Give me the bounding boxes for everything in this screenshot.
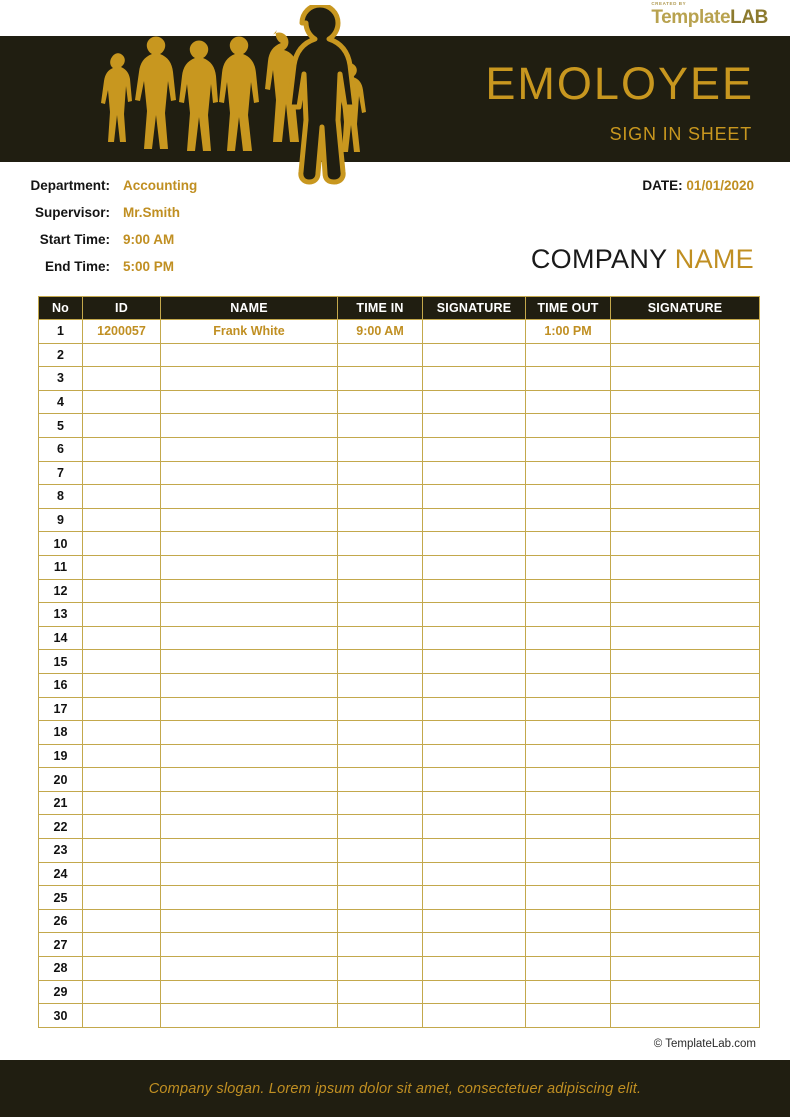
column-header-signature-out: SIGNATURE (611, 297, 760, 320)
cell-time-in[interactable] (338, 980, 423, 1004)
cell-time-out[interactable] (526, 485, 611, 509)
table-row (39, 579, 760, 603)
cell-name[interactable] (161, 673, 338, 697)
cell-signature-in[interactable] (423, 957, 526, 981)
cell-signature-in[interactable] (423, 862, 526, 886)
cell-no: 26 (39, 909, 83, 933)
cell-id[interactable] (83, 886, 161, 910)
cell-time-out[interactable] (526, 532, 611, 556)
cell-time-out[interactable] (526, 461, 611, 485)
cell-signature-out[interactable] (611, 815, 760, 839)
cell-no: 9 (39, 508, 83, 532)
cell-name[interactable] (161, 367, 338, 391)
table-row (39, 437, 760, 461)
table-row (39, 508, 760, 532)
cell-signature-out[interactable] (611, 603, 760, 627)
cell-signature-out[interactable] (611, 508, 760, 532)
cell-time-out[interactable] (526, 367, 611, 391)
cell-name[interactable] (161, 343, 338, 367)
supervisor-label: Supervisor: (34, 205, 110, 220)
cell-signature-in[interactable] (423, 390, 526, 414)
cell-time-in[interactable] (338, 909, 423, 933)
cell-no: 1 (39, 320, 83, 344)
cell-no: 13 (39, 603, 83, 627)
cell-name[interactable] (161, 626, 338, 650)
logo-lab-text: LAB (730, 6, 768, 28)
cell-signature-out[interactable] (611, 1004, 760, 1028)
cell-time-in[interactable] (338, 768, 423, 792)
cell-signature-in[interactable] (423, 815, 526, 839)
cell-time-out[interactable] (526, 343, 611, 367)
cell-id[interactable] (83, 485, 161, 509)
cell-time-in[interactable] (338, 957, 423, 981)
cell-id[interactable] (83, 579, 161, 603)
cell-no: 5 (39, 414, 83, 438)
cell-time-out[interactable] (526, 390, 611, 414)
cell-time-in[interactable] (338, 933, 423, 957)
cell-signature-in[interactable] (423, 555, 526, 579)
cell-signature-out[interactable] (611, 862, 760, 886)
cell-signature-out[interactable] (611, 532, 760, 556)
column-header-name: NAME (161, 297, 338, 320)
cell-time-in[interactable] (338, 555, 423, 579)
cell-signature-out[interactable] (611, 697, 760, 721)
cell-no: 17 (39, 697, 83, 721)
table-row (39, 485, 760, 509)
cell-id[interactable] (83, 933, 161, 957)
cell-time-out[interactable] (526, 650, 611, 674)
cell-id[interactable] (83, 721, 161, 745)
cell-signature-in[interactable] (423, 791, 526, 815)
table-header-row (39, 297, 760, 320)
cell-signature-out[interactable] (611, 414, 760, 438)
table-row (39, 721, 760, 745)
cell-no: 12 (39, 579, 83, 603)
cell-signature-out[interactable] (611, 673, 760, 697)
cell-signature-out[interactable] (611, 579, 760, 603)
column-header-signature-in: SIGNATURE (423, 297, 526, 320)
cell-no: 10 (39, 532, 83, 556)
cell-id[interactable] (83, 343, 161, 367)
cell-signature-out[interactable] (611, 886, 760, 910)
cell-signature-out[interactable] (611, 839, 760, 863)
cell-name[interactable]: Frank White (161, 320, 338, 344)
cell-signature-out[interactable] (611, 461, 760, 485)
table-row (39, 744, 760, 768)
cell-time-out[interactable] (526, 437, 611, 461)
company-name[interactable] (531, 244, 754, 275)
cell-signature-in[interactable] (423, 579, 526, 603)
cell-name[interactable] (161, 603, 338, 627)
table-row (39, 320, 760, 344)
cell-no: 14 (39, 626, 83, 650)
cell-no: 27 (39, 933, 83, 957)
cell-signature-in[interactable] (423, 485, 526, 509)
cell-time-out[interactable] (526, 933, 611, 957)
cell-no: 23 (39, 839, 83, 863)
cell-time-out[interactable]: 1:00 PM (526, 320, 611, 344)
cell-time-out[interactable] (526, 815, 611, 839)
cell-time-out[interactable] (526, 1004, 611, 1028)
cell-time-out[interactable] (526, 839, 611, 863)
cell-signature-in[interactable] (423, 650, 526, 674)
sign-in-table (38, 296, 760, 1028)
cell-no: 19 (39, 744, 83, 768)
cell-id[interactable] (83, 367, 161, 391)
cell-time-out[interactable] (526, 626, 611, 650)
cell-no: 20 (39, 768, 83, 792)
start-time-label: Start Time: (39, 232, 110, 247)
info-row-department (0, 172, 330, 199)
cell-id[interactable] (83, 437, 161, 461)
info-row-end-time (0, 253, 330, 280)
cell-no: 22 (39, 815, 83, 839)
cell-name[interactable] (161, 909, 338, 933)
logo-wordmark (651, 8, 768, 27)
header-banner (0, 36, 790, 162)
cell-signature-out[interactable] (611, 367, 760, 391)
cell-name[interactable] (161, 721, 338, 745)
logo-area (0, 0, 790, 36)
cell-time-in[interactable] (338, 532, 423, 556)
cell-name[interactable] (161, 532, 338, 556)
cell-no: 18 (39, 721, 83, 745)
cell-time-in[interactable] (338, 367, 423, 391)
cell-name[interactable] (161, 768, 338, 792)
cell-time-in[interactable] (338, 721, 423, 745)
cell-id[interactable] (83, 697, 161, 721)
cell-id[interactable] (83, 862, 161, 886)
cell-signature-in[interactable] (423, 1004, 526, 1028)
cell-time-in[interactable] (338, 697, 423, 721)
cell-time-out[interactable] (526, 697, 611, 721)
cell-name[interactable] (161, 485, 338, 509)
cell-signature-in[interactable] (423, 414, 526, 438)
table-row (39, 603, 760, 627)
cell-signature-in[interactable] (423, 461, 526, 485)
cell-signature-out[interactable] (611, 555, 760, 579)
cell-signature-out[interactable] (611, 320, 760, 344)
end-time-label: End Time: (44, 259, 110, 274)
cell-time-out[interactable] (526, 555, 611, 579)
cell-time-out[interactable] (526, 980, 611, 1004)
cell-time-out[interactable] (526, 744, 611, 768)
cell-id[interactable] (83, 909, 161, 933)
cell-no: 24 (39, 862, 83, 886)
cell-no: 28 (39, 957, 83, 981)
templatelab-logo (651, 2, 768, 27)
cell-time-out[interactable] (526, 603, 611, 627)
cell-id[interactable] (83, 461, 161, 485)
cell-name[interactable] (161, 1004, 338, 1028)
cell-signature-in[interactable] (423, 768, 526, 792)
cell-name[interactable] (161, 697, 338, 721)
cell-name[interactable] (161, 957, 338, 981)
cell-time-in[interactable] (338, 650, 423, 674)
table-row (39, 909, 760, 933)
cell-id[interactable] (83, 768, 161, 792)
cell-name[interactable] (161, 815, 338, 839)
cell-time-out[interactable] (526, 721, 611, 745)
table-row (39, 414, 760, 438)
cell-signature-out[interactable] (611, 437, 760, 461)
company-slogan: Company slogan. Lorem ipsum dolor sit amet, consectetuer adipiscing elit. (148, 1080, 642, 1097)
cell-id[interactable] (83, 626, 161, 650)
cell-name[interactable] (161, 555, 338, 579)
cell-name[interactable] (161, 744, 338, 768)
cell-time-in[interactable] (338, 579, 423, 603)
copyright-text: © TemplateLab.com (653, 1038, 756, 1050)
cell-time-in[interactable] (338, 461, 423, 485)
cell-time-in[interactable] (338, 815, 423, 839)
table-row (39, 886, 760, 910)
cell-time-in[interactable] (338, 508, 423, 532)
cell-name[interactable] (161, 862, 338, 886)
cell-time-in[interactable] (338, 886, 423, 910)
cell-signature-in[interactable] (423, 886, 526, 910)
cell-time-out[interactable] (526, 579, 611, 603)
cell-signature-in[interactable] (423, 980, 526, 1004)
cell-time-in[interactable] (338, 744, 423, 768)
cell-id[interactable] (83, 815, 161, 839)
cell-no: 3 (39, 367, 83, 391)
table-row (39, 768, 760, 792)
cell-signature-out[interactable] (611, 933, 760, 957)
cell-no: 7 (39, 461, 83, 485)
cell-signature-out[interactable] (611, 744, 760, 768)
cell-id[interactable] (83, 650, 161, 674)
page-title: EMOLOYEE (485, 58, 754, 109)
cell-no: 4 (39, 390, 83, 414)
sign-in-table-wrapper (38, 296, 759, 1028)
table-row (39, 933, 760, 957)
page-subtitle: SIGN IN SHEET (609, 124, 752, 144)
table-row (39, 791, 760, 815)
cell-time-in[interactable] (338, 862, 423, 886)
cell-no: 11 (39, 555, 83, 579)
department-value[interactable]: Accounting (123, 178, 198, 193)
cell-id[interactable] (83, 980, 161, 1004)
cell-name[interactable] (161, 390, 338, 414)
cell-id[interactable] (83, 791, 161, 815)
cell-name[interactable] (161, 414, 338, 438)
cell-id[interactable] (83, 744, 161, 768)
cell-time-out[interactable] (526, 508, 611, 532)
cell-time-out[interactable] (526, 768, 611, 792)
cell-signature-out[interactable] (611, 650, 760, 674)
table-row (39, 697, 760, 721)
info-block (0, 172, 790, 287)
date-line (642, 178, 754, 193)
cell-signature-out[interactable] (611, 768, 760, 792)
cell-signature-in[interactable] (423, 673, 526, 697)
table-row (39, 839, 760, 863)
cell-signature-in[interactable] (423, 933, 526, 957)
cell-time-in[interactable] (338, 437, 423, 461)
cell-time-in[interactable] (338, 343, 423, 367)
cell-signature-out[interactable] (611, 980, 760, 1004)
cell-name[interactable] (161, 933, 338, 957)
department-label: Department: (30, 178, 110, 193)
cell-signature-in[interactable] (423, 343, 526, 367)
cell-signature-in[interactable] (423, 532, 526, 556)
cell-id[interactable] (83, 532, 161, 556)
cell-signature-in[interactable] (423, 744, 526, 768)
cell-signature-out[interactable] (611, 390, 760, 414)
table-row (39, 980, 760, 1004)
cell-name[interactable] (161, 508, 338, 532)
cell-time-in[interactable] (338, 791, 423, 815)
cell-time-in[interactable] (338, 390, 423, 414)
company-name-word: NAME (674, 244, 754, 274)
table-row (39, 390, 760, 414)
info-row-supervisor (0, 199, 330, 226)
cell-id[interactable] (83, 603, 161, 627)
cell-time-out[interactable] (526, 909, 611, 933)
cell-no: 8 (39, 485, 83, 509)
cell-signature-in[interactable] (423, 603, 526, 627)
column-header-no: No (39, 297, 83, 320)
cell-no: 30 (39, 1004, 83, 1028)
cell-time-in[interactable] (338, 414, 423, 438)
table-row (39, 343, 760, 367)
end-time-value[interactable]: 5:00 PM (123, 259, 175, 274)
column-header-time-in: TIME IN (338, 297, 423, 320)
table-row (39, 957, 760, 981)
table-row (39, 1004, 760, 1028)
cell-time-out[interactable] (526, 957, 611, 981)
cell-signature-out[interactable] (611, 909, 760, 933)
cell-signature-in[interactable] (423, 320, 526, 344)
cell-no: 16 (39, 673, 83, 697)
cell-id[interactable] (83, 390, 161, 414)
cell-name[interactable] (161, 437, 338, 461)
logo-created-by-label: CREATED BY (651, 1, 687, 6)
cell-id[interactable] (83, 1004, 161, 1028)
table-row (39, 555, 760, 579)
table-row (39, 673, 760, 697)
cell-id[interactable] (83, 508, 161, 532)
cell-no: 25 (39, 886, 83, 910)
cell-signature-in[interactable] (423, 508, 526, 532)
cell-signature-out[interactable] (611, 626, 760, 650)
cell-signature-in[interactable] (423, 437, 526, 461)
column-header-time-out: TIME OUT (526, 297, 611, 320)
cell-id[interactable] (83, 673, 161, 697)
cell-signature-out[interactable] (611, 485, 760, 509)
cell-time-in[interactable] (338, 1004, 423, 1028)
cell-signature-out[interactable] (611, 721, 760, 745)
cell-id[interactable] (83, 414, 161, 438)
cell-time-in[interactable]: 9:00 AM (338, 320, 423, 344)
cell-name[interactable] (161, 839, 338, 863)
table-row (39, 626, 760, 650)
cell-time-in[interactable] (338, 673, 423, 697)
cell-signature-out[interactable] (611, 343, 760, 367)
start-time-value[interactable]: 9:00 AM (123, 232, 175, 247)
cell-name[interactable] (161, 650, 338, 674)
cell-signature-in[interactable] (423, 721, 526, 745)
cell-time-out[interactable] (526, 414, 611, 438)
company-word: COMPANY (530, 244, 667, 274)
cell-signature-out[interactable] (611, 957, 760, 981)
cell-name[interactable] (161, 980, 338, 1004)
cell-signature-in[interactable] (423, 367, 526, 391)
cell-time-in[interactable] (338, 839, 423, 863)
info-row-start-time (0, 226, 330, 253)
table-row (39, 862, 760, 886)
table-body (39, 320, 760, 1028)
date-value[interactable]: 01/01/2020 (686, 178, 754, 193)
cell-signature-out[interactable] (611, 791, 760, 815)
cell-name[interactable] (161, 461, 338, 485)
cell-time-out[interactable] (526, 862, 611, 886)
column-header-id: ID (83, 297, 161, 320)
cell-id[interactable]: 1200057 (83, 320, 161, 344)
logo-template-text: Template (651, 6, 731, 28)
cell-time-out[interactable] (526, 791, 611, 815)
table-row (39, 532, 760, 556)
cell-name[interactable] (161, 579, 338, 603)
cell-name[interactable] (161, 886, 338, 910)
table-row (39, 367, 760, 391)
table-row (39, 815, 760, 839)
cell-signature-in[interactable] (423, 909, 526, 933)
cell-id[interactable] (83, 839, 161, 863)
cell-signature-in[interactable] (423, 626, 526, 650)
table-row (39, 650, 760, 674)
cell-time-out[interactable] (526, 886, 611, 910)
cell-name[interactable] (161, 791, 338, 815)
cell-no: 29 (39, 980, 83, 1004)
cell-no: 21 (39, 791, 83, 815)
cell-time-in[interactable] (338, 626, 423, 650)
cell-id[interactable] (83, 555, 161, 579)
cell-no: 15 (39, 650, 83, 674)
cell-time-in[interactable] (338, 603, 423, 627)
date-label: DATE: (642, 178, 683, 193)
cell-signature-in[interactable] (423, 839, 526, 863)
cell-time-in[interactable] (338, 485, 423, 509)
table-row (39, 461, 760, 485)
cell-id[interactable] (83, 957, 161, 981)
cell-signature-in[interactable] (423, 697, 526, 721)
footer-bar (0, 1060, 790, 1117)
supervisor-value[interactable]: Mr.Smith (123, 205, 181, 220)
cell-no: 6 (39, 437, 83, 461)
cell-time-out[interactable] (526, 673, 611, 697)
cell-no: 2 (39, 343, 83, 367)
